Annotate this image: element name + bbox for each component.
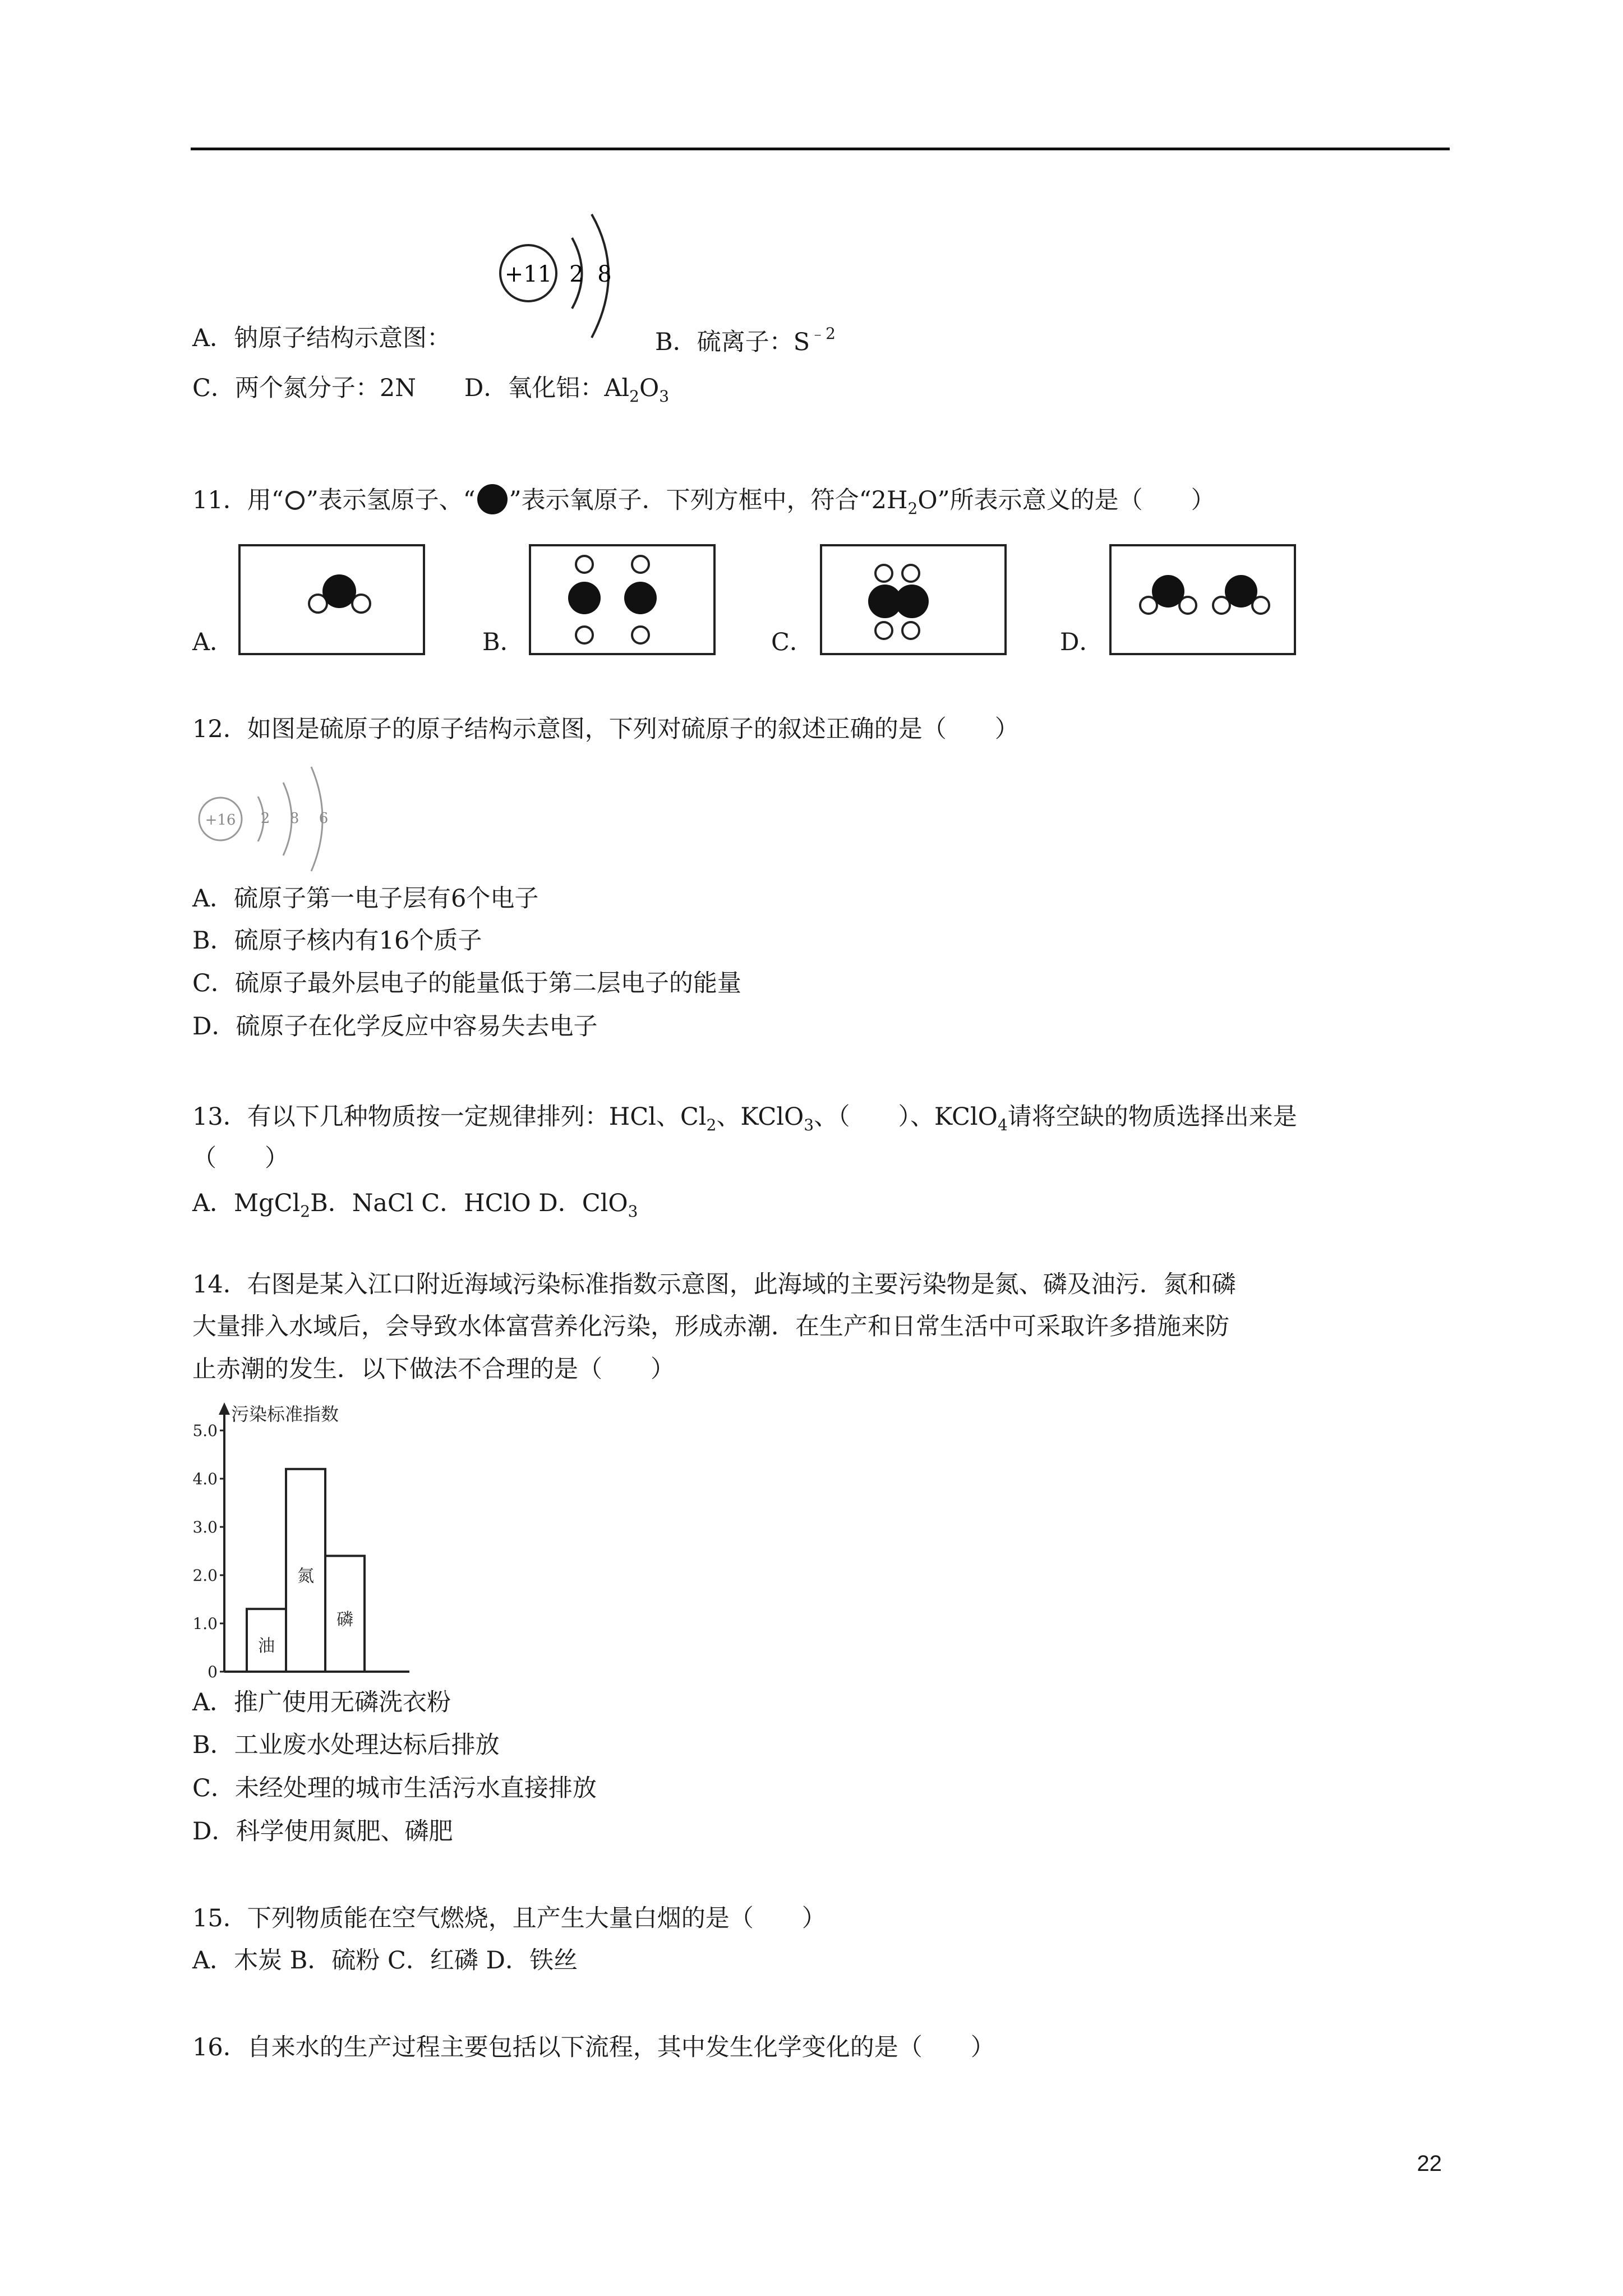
hydrogen-atom [902,622,919,639]
y-tick-label: 4.0 [192,1470,218,1488]
nucleus-label: +11 [504,261,552,287]
shell-3-count: 6 [319,810,329,827]
q12-option-c: C．硫原子最外层电子的能量低于第二层电子的能量 [192,969,741,997]
hydrogen-atom [875,565,892,582]
oxygen-atom [1225,575,1257,608]
y-tick-label: 0 [208,1663,218,1681]
q11-option-b-label: B． [482,628,524,656]
oxygen-atom [895,585,929,618]
oxygen-atom [568,582,601,614]
q11-option-a-label: A． [192,628,234,656]
y-tick-label: 5.0 [192,1421,218,1440]
y-tick-label: 2.0 [192,1566,218,1585]
hydrogen-atom [576,556,593,573]
sodium-atom-diagram [494,197,628,349]
hydrogen-atom [902,565,919,582]
q12-option-b: B．硫原子核内有16个质子 [192,927,482,955]
q10-options-cd: C．两个氮分子：2N D．氧化铝：$Al_2O_3$ [192,374,670,406]
q11-box-d [1109,544,1296,655]
hydrogen-atom [576,627,593,643]
hydrogen-atom [875,622,892,639]
y-tick-label: 1.0 [192,1614,218,1633]
q10-option-a: A．钠原子结构示意图： [192,324,451,352]
q12-question: 12．如图是硫原子的原子结构示意图，下列对硫原子的叙述正确的是（ ） [192,715,1019,743]
shell-1-count: 2 [260,810,270,827]
q14-option-a: A．推广使用无磷洗衣粉 [192,1688,451,1717]
q13-options: A．MgCl$_2$B．NaCl C．HClO D．ClO$_3$ [192,1189,638,1221]
q14-question-line1: 14．右图是某入江口附近海域污染标准指数示意图，此海域的主要污染物是氮、磷及油污．氮和磷 [192,1271,1236,1299]
q11-box-a [238,544,425,655]
shell-2-count: 8 [289,810,299,827]
q12-option-a: A．硫原子第一电子层有6个电子 [192,885,539,913]
q11-option-c-label: C． [771,628,814,656]
chart-ylabel: 污染标准指数 [231,1404,339,1425]
chart-bars [247,1469,365,1672]
q13-question-line2: （ ） [192,1144,289,1172]
nucleus-label: +16 [205,812,236,829]
q15-options: A．木炭 B．硫粉 C．红磷 D．铁丝 [192,1947,578,1975]
y-axis-arrow [219,1402,230,1415]
q14-option-c: C．未经处理的城市生活污水直接排放 [192,1774,597,1802]
oxygen-atom-icon [476,482,509,516]
oxygen-atom [624,582,657,614]
q13-question: 13．有以下几种物质按一定规律排列：HCl、$Cl_2$、KClO$_3$、（ ）、KClO$_4$请将空缺的物质选择出来是 [192,1103,1297,1134]
q11-box-c [820,544,1007,655]
q14-option-b: B．工业废水处理达标后排放 [192,1731,500,1759]
y-tick-label: 3.0 [192,1518,218,1536]
q11-question: 11．用“ ”表示氢原子、“ ”表示氧原子．下列方框中，符合“$2H_2O$”所表示意义的是（ ） [192,482,1215,518]
chart-ticks [192,1421,224,1681]
hydrogen-atom [632,627,649,643]
q10-option-b: B．硫离子：$S^{﹣2}$ [655,324,836,356]
sulfur-atom-diagram [193,760,345,878]
bar-label: 氮 [297,1566,314,1586]
q11-box-b [529,544,716,655]
hydrogen-atom-icon [284,489,306,512]
oxygen-atom [322,574,356,608]
oxygen-atom [1152,575,1184,608]
bar-label: 油 [258,1636,275,1657]
q16-question: 16．自来水的生产过程主要包括以下流程，其中发生化学变化的是（ ） [192,2033,995,2062]
pollution-index-chart [191,1402,426,1683]
q14-option-d: D．科学使用氮肥、磷肥 [192,1818,453,1846]
header-rule [191,148,1450,150]
q15-question: 15．下列物质能在空气燃烧，且产生大量白烟的是（ ） [192,1904,826,1932]
q12-option-d: D．硫原子在化学反应中容易失去电子 [192,1013,598,1041]
q11-option-d-label: D． [1060,628,1104,656]
bar-label: 磷 [336,1609,353,1630]
q14-question-line2: 大量排入水域后，会导致水体富营养化污染，形成赤潮．在生产和日常生活中可采取许多措施来防 [192,1313,1229,1341]
shell-1-count: 2 [569,261,584,287]
shell-2-count: 8 [597,261,612,287]
page-number: 22 [1417,2151,1442,2176]
q14-question-line3: 止赤潮的发生．以下做法不合理的是（ ） [192,1355,675,1383]
hydrogen-atom [632,556,649,573]
